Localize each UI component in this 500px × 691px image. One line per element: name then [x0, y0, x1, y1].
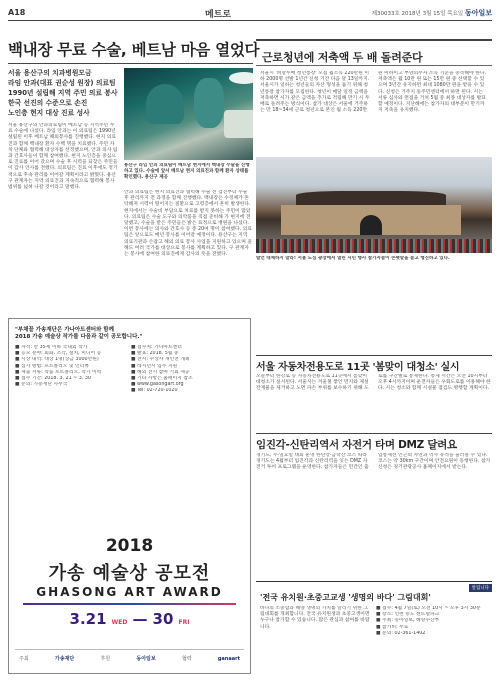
ad-detail: ■ 해외 전시 참여 기회 제공	[131, 369, 190, 375]
ad-title: 가송 예술상 공모전	[48, 563, 211, 584]
ad-detail: ■ Tel: 02-720-1020	[131, 388, 178, 394]
divider	[256, 355, 492, 356]
notice-item: ■ 참가비: 무료	[376, 624, 409, 630]
sponsor-label: 후원	[100, 656, 111, 662]
subhead-line: 한국 선진의 수준으로 손진	[8, 99, 88, 107]
article3-body: 오늘부터 한강로 등 자동차전용도로 11곳에서 봄맞이 대청소가 실시된다. 서울시는 겨울철 쌓인 먼지와 제설 잔재물을 제거하고 노면 파손 부위를 보수하기 위해 도로를 구간별로 통제한다. 통제 시간은 오전 10시부터 오후 4시까지이며 운전자들은 우회도로를 이용해야 한다. 시는 청소와 함께 시설물 점검도 병행할 계획이다.	[256, 374, 491, 392]
header-rule	[8, 20, 492, 21]
sponsor-name: ganaart	[217, 655, 240, 662]
subhead-line: 서울 용산구의 치과병원모금	[8, 69, 92, 77]
subhead-line: 1990년 설립해 지역 주민 의료 봉사	[8, 89, 118, 97]
issue-date: 제30033호 2018년 3월 15일 목요일	[371, 11, 464, 17]
sponsor-label: 협력	[181, 656, 192, 662]
ad-sponsors	[19, 655, 240, 662]
notice-box	[256, 581, 492, 681]
ad-detail: ■ www.gasongart.org	[131, 382, 184, 388]
page-number: A18	[8, 8, 26, 17]
issue-meta	[372, 8, 492, 18]
sponsor-name: 가송재단	[54, 656, 75, 662]
article2	[256, 39, 492, 354]
notice-item: ■ 문의: 02-361-1402	[376, 630, 426, 636]
article2-body: 서울시 '희망두배 청년통장' 모집 월소득 220만원 이하 2000명 선발 1년간 신청 기간 다음 달 13일까지. 서울시가 일하는 청년들의 자산 형성을 돕기 위해 청년통장 참가자를 모집한다. 청년이 매달 일정 금액을 저축하면 시가 같은 금액을 추가로 적립해 만기 시 두 배로 돌려주는 방식이다. 참가 대상은 서울에 거주하는 만 18~34세 근로 청년으로 본인 월 소득 220만 원 이하이고 부양의무자 소득 기준을 충족해야 한다. 저축액은 월 10만 원 또는 15만 원 중 선택할 수 있으며 3년간 유지하면 최대 1080만 원을 받을 수 있다. 신청은 거주지 동주민센터에서 하면 된다. 시는 서류 심사와 면접을 거쳐 5월 중 최종 대상자를 발표할 예정이다. 지난해에는 참가자의 대부분이 만기까지 저축을 유지했다.	[260, 71, 486, 114]
ad-detail: ■ 문의: 가송재단 사무국	[15, 382, 68, 388]
divider	[256, 65, 492, 66]
ad-title-english: GHASONG ART AWARD	[36, 585, 223, 599]
ad-detail: ■ 발표: 2018. 5월 중	[131, 351, 179, 357]
ad-detail: ■ 자격: 만 35세 이하 국내외 작가	[15, 345, 88, 350]
photo-caption: 용산구 라임 안과 의료팀이 베트남 현지에서 백내장 수술을 진행하고 있다. 수술에 앞서 베트남 현지 의료진과 함께 환자 상태를 확인했다. 용산구 제공	[124, 163, 250, 180]
ad-intro: "부채꼴 가송재단은 가나아트센터와 함께 2018 가송 예술상 작가를 다음과 같이 공모합니다."	[15, 327, 143, 340]
ad-year: 2018	[105, 536, 154, 556]
article1-headline[interactable]: 백내장 무료 수술, 베트남 마음 열었다	[8, 41, 260, 59]
subhead-line: 노인층 현지 대상 진료 성사	[8, 109, 90, 117]
article1-body-right: 안과 의료팀은 현지 의료진과 협력해 수술 전 검진부터 수술 후 관리까지 전 과정을 함께 진행했다. 백내장은 수정체가 혼탁해져 시력이 떨어지는 질환으로 고령층에서 흔히 발생한다. 현지에서는 수술비 부담으로 치료를 받지 못하는 주민이 많았다. 의료팀은 수술 도구와 의약품을 직접 준비해 가 현지에 전달했고, 수술을 받은 주민들은 밝은 표정으로 병원을 나섰다. 이번 봉사에는 의사와 간호사 등 총 20여 명이 참여했다. 의료팀은 앞으로도 매년 봉사를 이어갈 예정이다. 용산구는 지역 의료기관과 손잡고 해외 의료 봉사 사업을 지원하고 있으며 올해도 여러 국가를 대상으로 봉사를 계획하고 있다. 구 관계자는 봉사에 참여한 의료진에게 감사의 뜻을 전했다.	[124, 190, 253, 258]
subhead-line: 라임 안과(대표 권순성 원장) 의료팀	[8, 79, 116, 87]
art-award-ad[interactable]	[8, 318, 251, 674]
notice-tag: 알립니다	[469, 584, 492, 592]
notice-items	[376, 606, 490, 678]
ad-divider	[23, 603, 236, 605]
ad-start-day: WED	[111, 619, 128, 626]
ad-detail: ■ 접수처: 가나아트센터	[131, 345, 182, 350]
divider	[8, 63, 253, 64]
ad-detail: ■ 시상 내역: 대상 1명(상금 3000만원)	[15, 357, 99, 363]
ad-detail: ■ 응모 분야: 회화, 조각, 설치, 미디어 등	[15, 351, 102, 357]
article2-headline[interactable]: 근로청년에 저축액 두 배 돌려준다	[262, 51, 423, 64]
ad-dates	[9, 609, 250, 628]
divider	[256, 433, 492, 434]
sponsor-name: 동아일보	[136, 656, 156, 662]
notice-title[interactable]: '전국 유치원·초중고교생 '생명의 바다' 그림대회'	[260, 593, 431, 602]
ad-details-left	[15, 345, 123, 505]
gate-photo	[256, 157, 492, 253]
ad-details-right	[131, 345, 246, 505]
newspaper-brand: 동아일보	[464, 9, 492, 17]
ad-detail: ■ 심사 방법: 포트폴리오 및 인터뷰	[15, 363, 90, 369]
article1-subheads	[8, 68, 120, 118]
ad-detail: ■ 전시: 수상자 개인전 개최	[131, 357, 190, 363]
ad-detail: ■ 접수 기간: 2018. 3. 21 ~ 3. 30	[15, 376, 91, 382]
ad-detail: ■ 제출 서류: 작품 포트폴리오, 작가 이력	[15, 369, 102, 375]
article3-headline[interactable]: 서울 자동차전용도로 11곳 '봄맞이 대청소' 실시	[256, 362, 460, 373]
notice-body: 바다의 소중함과 해양 생명의 가치를 알리기 위한 그림대회를 개최합니다. 전국 유치원생과 초중고생이면 누구나 참가할 수 있습니다. 많은 관심과 참여를 바랍니다.	[260, 606, 370, 630]
divider	[15, 649, 244, 650]
ad-detail: ■ 기타 사항은 홈페이지 참조	[131, 376, 193, 382]
ad-date-separator: —	[132, 610, 148, 628]
sponsor-label: 주최	[19, 656, 29, 662]
gate-caption: 발언 대체하지 말라! 서울 도심 광장에서 열린 시민 행사 참가자들이 손팻말을 들고 행진하고 있다.	[256, 256, 450, 261]
surgery-photo	[124, 68, 253, 160]
ad-end-day: FRI	[178, 619, 190, 626]
section-title: 메트로	[205, 10, 232, 20]
article4-headline[interactable]: 임진각-신탄리역서 자전거 타며 DMZ 달려요	[256, 439, 457, 451]
article4-body: 경기도, 수·일요일 대회 운영 한탄강·금학산 코스 따라 경기도는 4월부터 임진각과 신탄리역을 잇는 DMZ 자전거 투어 프로그램을 운영한다. 참가자들은 민간인 출입통제선 인근의 자연과 역사 유적을 둘러볼 수 있다. 코스는 약 30km 구간이며 안전요원이 동행한다. 참가 신청은 경기관광공사 홈페이지에서 받는다.	[256, 453, 491, 471]
ad-end-date: 30	[152, 610, 174, 628]
ad-start-date: 3.21	[69, 610, 107, 628]
notice-item: ■ 주최: 동아일보, 해양수산부	[376, 618, 440, 624]
notice-item: ■ 장소: 인천 송도 센트럴파크	[376, 612, 440, 618]
ad-detail: ■ 레지던시 입주 지원	[131, 363, 178, 369]
notice-item: ■ 접수: 4월 7일(토) 오전 10시 ~ 오후 3시 30분	[376, 606, 481, 611]
article1-body-left: 서울 용산구의 안과의료팀이 베트남 등 지역주민 무료 수술에 나섰다. 라임 안과는 이 의료팀은 1990년 설립된 이후 베트남 해외봉사를 진행했다. 현지 의료진과 함께 백내장 환자 수백 명을 치료했다. 주민 자치 단체와 협력해 대상자를 선정했으며, 안과 의사 팀과 간호사들이 함께 참여했다. 현지 노인층을 중심으로 진료를 이어 갔으며 수술 후 시력을 되찾은 주민들이 감사 인사를 전했다. 의료팀은 진료 이후에도 정기적으로 후속 관리를 이어갈 계획이라고 밝혔다. 용산구 관계자는 지역 의료진과 지속적으로 협력해 봉사 범위를 넓혀 나갈 것이라고 말했다.	[8, 123, 118, 191]
